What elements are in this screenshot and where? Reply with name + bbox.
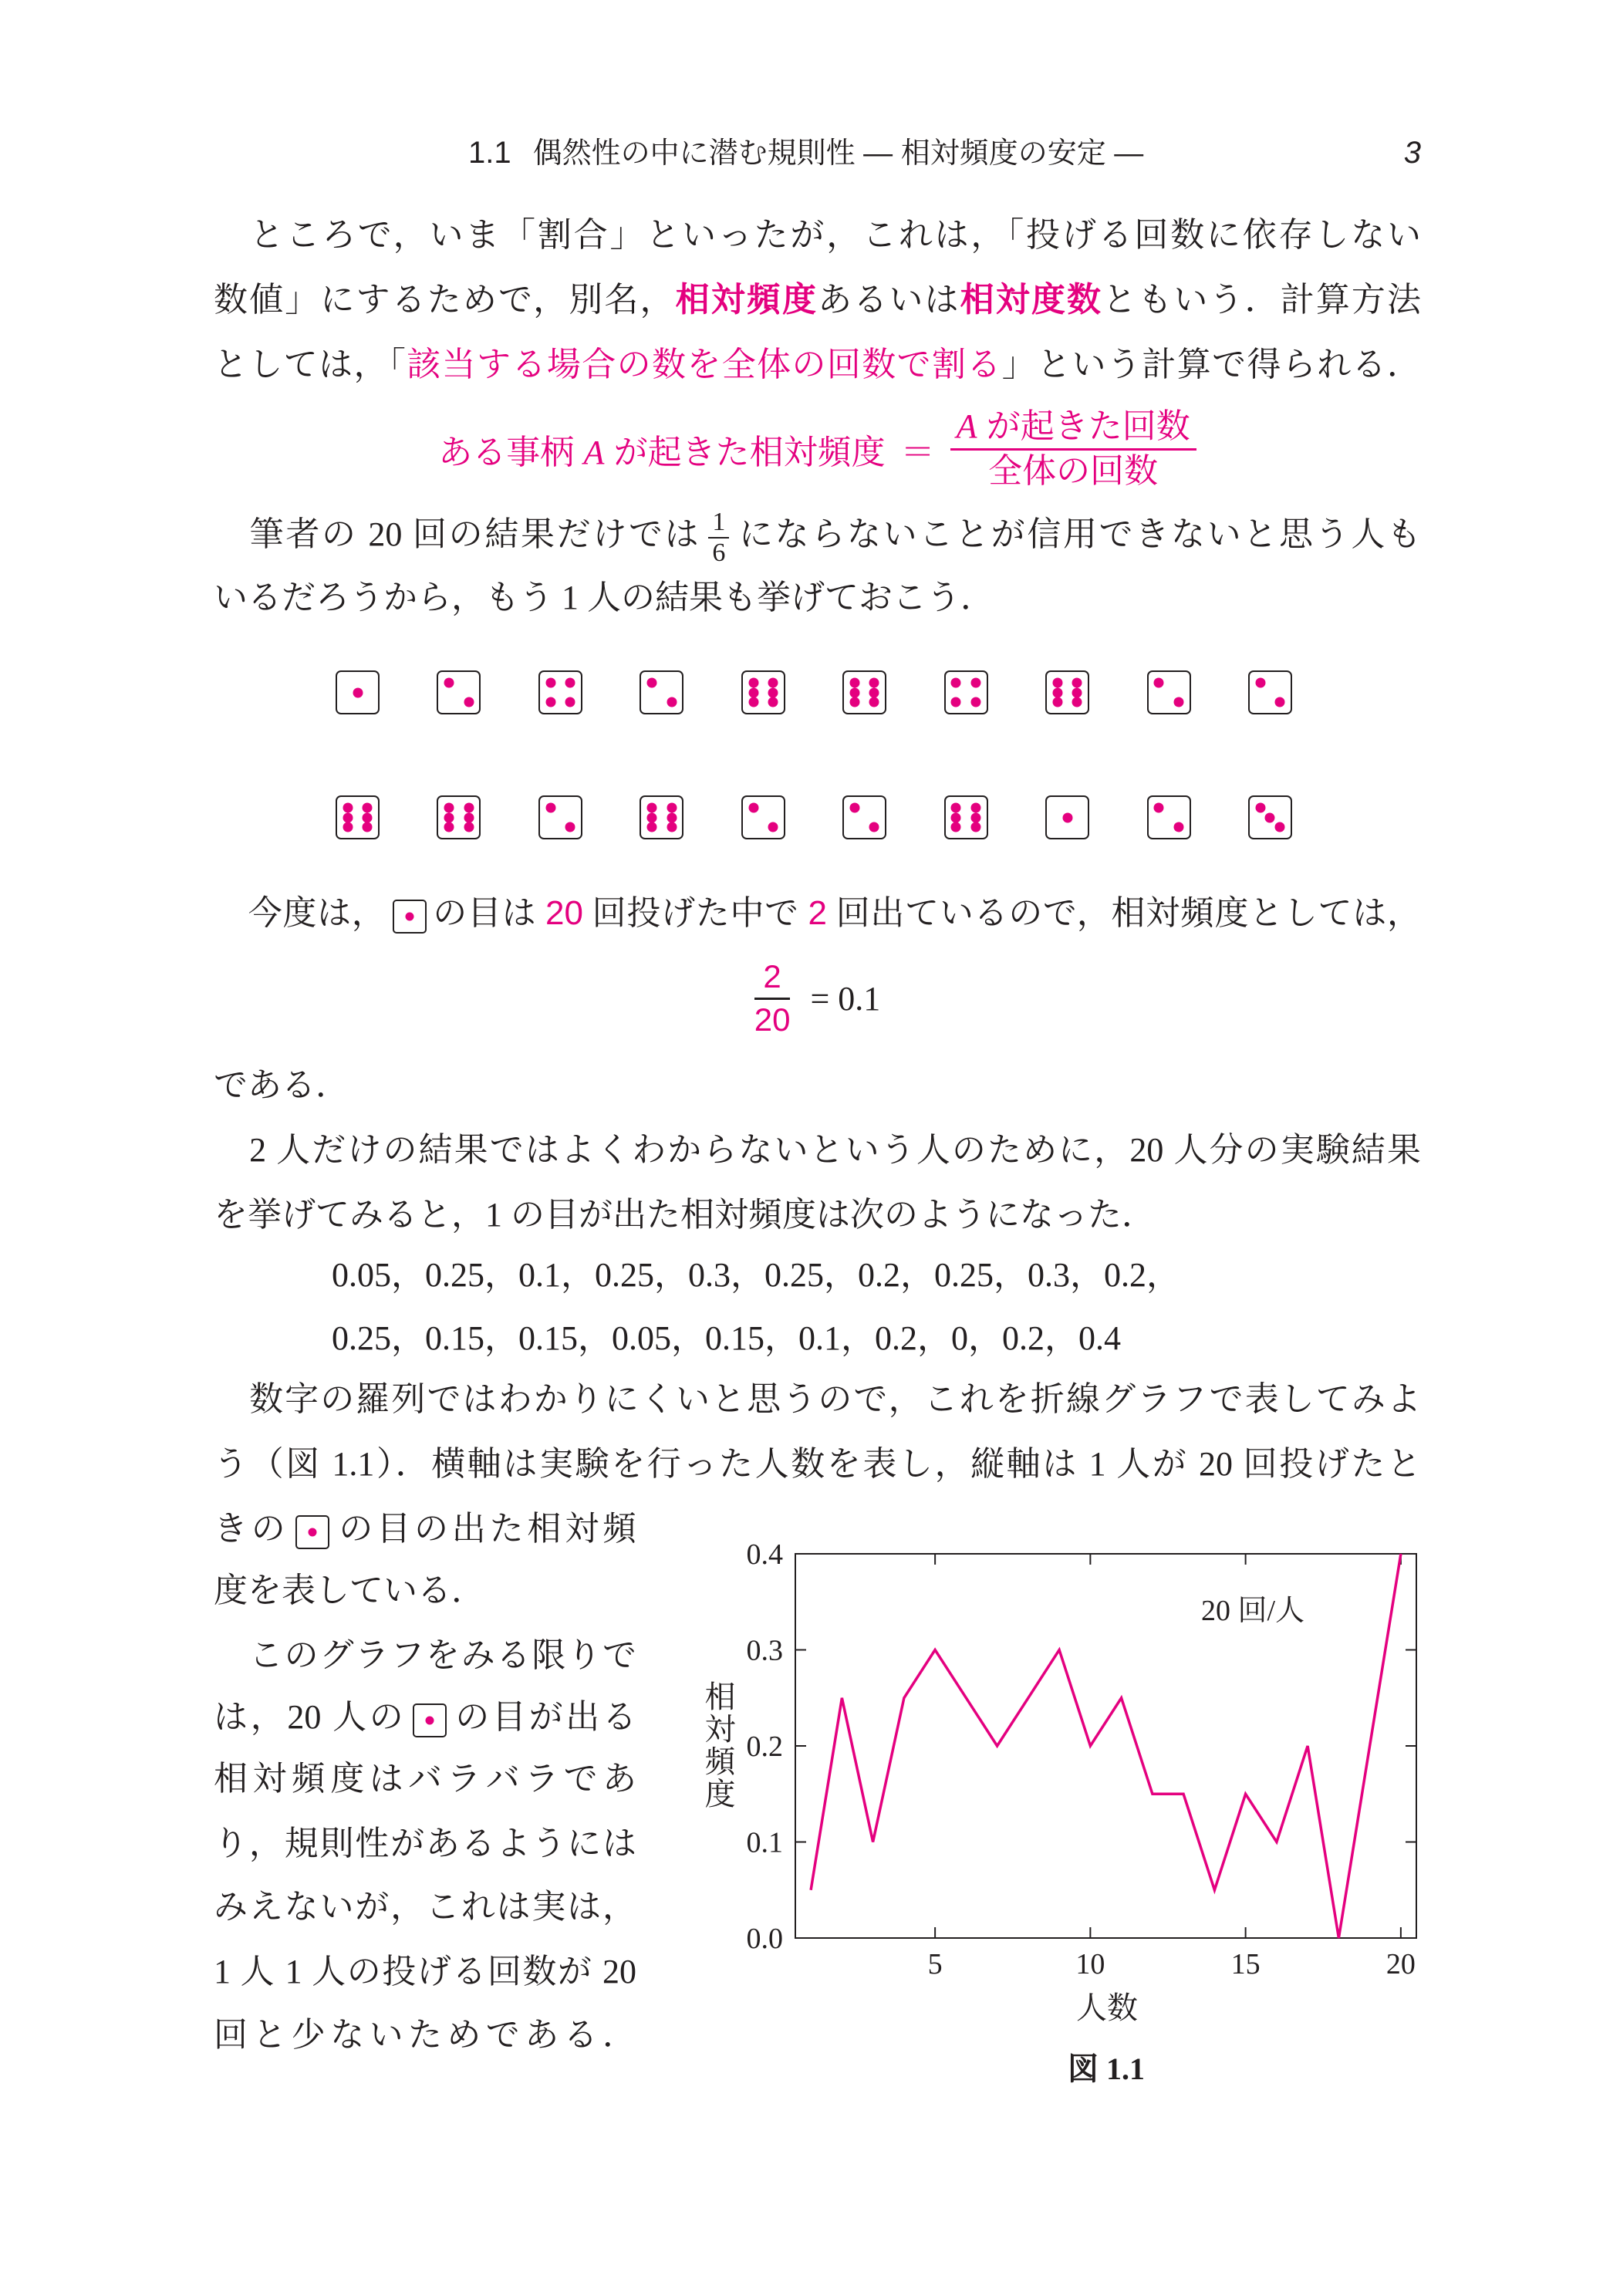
text-span: 回投げた中で <box>582 894 808 932</box>
die-pip <box>970 697 980 707</box>
y-tick-label: 0.3 <box>746 1634 783 1667</box>
die-pip <box>464 822 474 832</box>
fraction-denominator: 20 <box>754 1001 791 1038</box>
series-line <box>811 1554 1401 1938</box>
die-face-icon <box>336 795 380 839</box>
die-pip <box>768 697 778 707</box>
paragraph-5-line-1: 数字の羅列ではわかりにくいと思うので，これを折線グラフで表してみよ <box>214 1380 1421 1418</box>
values-list-line-2: 0.25，0.15，0.15，0.05，0.15，0.1，0.2，0，0.2，0.4 <box>332 1319 1121 1357</box>
text-span: としては，「 <box>214 346 407 383</box>
x-tick-label: 10 <box>1075 1948 1105 1980</box>
die-pip <box>565 822 575 832</box>
y-axis-label: 相対頻度 <box>700 1680 735 1810</box>
fraction-numerator <box>950 407 1196 451</box>
highlighted-definition: 該当する場合の数を全体の回数で割る <box>407 346 1002 383</box>
plot-frame <box>795 1554 1416 1938</box>
die-pip <box>951 677 961 687</box>
die-pip <box>1154 802 1164 812</box>
die-pip <box>849 697 859 707</box>
die-pip <box>308 1528 316 1536</box>
paragraph-1-line-3 <box>214 342 1421 388</box>
die-pip <box>647 812 657 822</box>
variable-a: A <box>956 407 977 445</box>
die-pip <box>748 677 758 687</box>
die-pip <box>667 822 677 832</box>
die-face-icon <box>437 795 481 839</box>
die-face-icon <box>741 795 785 839</box>
die-face-icon <box>741 670 785 714</box>
die-pip <box>1052 677 1062 687</box>
die-pip <box>343 802 353 812</box>
paragraph-3-line-2: である． <box>214 1066 349 1104</box>
die-pip <box>748 802 758 812</box>
paragraph-3-line-1 <box>214 890 1421 937</box>
paragraph-1-line-2 <box>214 277 1421 323</box>
paragraph-5-line-3 <box>214 1506 636 1552</box>
fraction-numerator: 2 <box>754 958 791 999</box>
figure-caption: 図 1.1 <box>1068 2051 1145 2086</box>
die-pip <box>768 822 778 832</box>
die-pip <box>343 812 353 822</box>
die-pip <box>1173 697 1183 707</box>
fraction-denominator: 6 <box>712 538 726 567</box>
text-span: の目が出る <box>452 1698 636 1736</box>
die-pip <box>647 802 657 812</box>
die-one-icon <box>413 1703 447 1737</box>
fraction-result-value: = 0.1 <box>810 979 881 1018</box>
die-pip <box>667 697 677 707</box>
die-pip <box>869 697 879 707</box>
text-span: 筆者の 20 回の結果だけでは <box>214 515 701 553</box>
die-pip <box>970 812 980 822</box>
paragraph-5-line-4: 度を表している． <box>214 1572 485 1609</box>
die-pip <box>464 812 474 822</box>
text-span: ある事柄 <box>438 434 584 471</box>
text-span: あるいは <box>818 281 960 319</box>
die-face-icon <box>538 795 582 839</box>
die-pip <box>951 697 961 707</box>
paragraph-6-line-7: 回と少ないためである． <box>214 2016 636 2054</box>
die-pip <box>545 697 555 707</box>
text-span: が起きた回数 <box>977 407 1190 445</box>
die-pip <box>444 802 454 812</box>
die-face-icon <box>1248 670 1292 714</box>
die-pip <box>425 1716 434 1724</box>
die-pip <box>565 677 575 687</box>
page-number: 3 <box>1403 136 1421 170</box>
section-title: 偶然性の中に潜む規則性 — 相対頻度の安定 — <box>532 137 1144 170</box>
die-face-icon <box>640 670 683 714</box>
die-pip <box>545 677 555 687</box>
die-pip <box>1052 687 1062 697</box>
y-tick-label: 0.0 <box>746 1923 783 1955</box>
paragraph-5-line-2: う（図 1.1）．横軸は実験を行った人数を表し，縦軸は 1 人が 20 回投げたと <box>214 1445 1421 1483</box>
die-pip <box>565 697 575 707</box>
die-pip <box>970 802 980 812</box>
die-pip <box>444 677 454 687</box>
paragraph-2-line-1 <box>214 504 1421 566</box>
die-pip <box>849 802 859 812</box>
die-pip <box>951 822 961 832</box>
die-pip <box>1052 697 1062 707</box>
die-pip <box>748 697 758 707</box>
text-span: 」という計算で得られる． <box>1001 346 1422 383</box>
paragraph-6-line-3: 相対頻度はバラバラであ <box>214 1760 636 1798</box>
die-pip <box>849 677 859 687</box>
text-span: 回出ているので，相対頻度としては， <box>827 894 1422 932</box>
formula-fraction <box>950 407 1196 491</box>
variable-a: A <box>583 434 605 471</box>
section-number: 1.1 <box>468 136 511 170</box>
die-pip <box>970 677 980 687</box>
die-face-icon <box>842 670 886 714</box>
die-face-icon <box>1045 670 1089 714</box>
die-pip <box>1173 822 1183 832</box>
fraction-two-twentieths <box>754 958 791 1038</box>
die-pip <box>1275 697 1285 707</box>
fraction-denominator: 全体の回数 <box>988 451 1159 490</box>
dice-row-2 <box>336 795 1292 839</box>
x-tick-label: 15 <box>1230 1948 1261 1980</box>
text-span: ともいう．計算方法 <box>1102 281 1422 319</box>
die-pip <box>1062 812 1072 822</box>
die-pip <box>363 802 373 812</box>
formula-lhs <box>438 424 885 474</box>
die-pip <box>1072 687 1082 697</box>
die-pip <box>444 812 454 822</box>
die-pip <box>545 802 555 812</box>
die-pip <box>363 822 373 832</box>
die-face-icon <box>842 795 886 839</box>
text-span: は，20 人の <box>214 1698 407 1736</box>
die-pip <box>1255 677 1265 687</box>
fraction-numerator: 1 <box>708 508 729 539</box>
highlighted-number: 2 <box>808 894 828 932</box>
paragraph-4-line-2: を挙げてみると，1 の目が出た相対頻度は次のようになった． <box>214 1196 1156 1234</box>
text-span: きの <box>214 1510 289 1548</box>
text-span: 数値」にするためで，別名， <box>214 281 676 319</box>
die-face-icon <box>944 670 988 714</box>
die-pip <box>405 912 413 920</box>
relative-frequency-line-chart <box>679 1512 1450 2114</box>
die-pip <box>1265 812 1275 822</box>
equals-sign: ＝ <box>900 434 935 471</box>
dice-row-1 <box>336 670 1292 714</box>
die-face-icon <box>1045 795 1089 839</box>
paragraph-6-line-1: このグラフをみる限りで <box>214 1636 636 1674</box>
paragraph-1-line-1: ところで，いま「割合」といったが，これは，「投げる回数に依存しない <box>214 216 1421 254</box>
die-face-icon <box>538 670 582 714</box>
die-pip <box>1255 802 1265 812</box>
die-face-icon <box>944 795 988 839</box>
die-pip <box>1072 697 1082 707</box>
die-pip <box>363 812 373 822</box>
y-tick-label: 0.2 <box>746 1730 783 1763</box>
text-span: が起きた相対頻度 <box>604 434 886 471</box>
die-pip <box>768 687 778 697</box>
x-tick-label: 20 <box>1385 1948 1416 1980</box>
die-pip <box>464 802 474 812</box>
die-one-icon <box>393 900 427 934</box>
die-face-icon <box>437 670 481 714</box>
paragraph-6-line-5: みえないが，これは実は， <box>214 1888 636 1926</box>
die-pip <box>869 822 879 832</box>
text-span: の目の出た相対頻 <box>335 1510 637 1548</box>
die-pip <box>748 687 758 697</box>
die-pip <box>869 677 879 687</box>
die-pip <box>951 812 961 822</box>
die-pip <box>667 812 677 822</box>
die-face-icon <box>640 795 683 839</box>
running-header <box>468 131 1143 174</box>
die-pip <box>970 822 980 832</box>
die-pip <box>869 687 879 697</box>
relative-frequency-formula <box>214 401 1421 497</box>
chart-annotation: 20 回/人 <box>1200 1595 1305 1627</box>
y-tick-label: 0.4 <box>746 1538 783 1571</box>
fraction-result-formula <box>214 950 1421 1046</box>
die-face-icon <box>1248 795 1292 839</box>
values-list-line-1: 0.05，0.25，0.1，0.25，0.3，0.25，0.2，0.25，0.3，0.2， <box>332 1256 1180 1294</box>
die-pip <box>353 687 363 697</box>
die-pip <box>647 822 657 832</box>
paragraph-6-line-4: り，規則性があるようには <box>214 1825 636 1862</box>
text-span: の目は <box>432 894 545 932</box>
term-relative-count: 相対度数 <box>960 281 1103 319</box>
paragraph-4-line-1: 2 人だけの結果ではよくわからないという人のために，20 人分の実験結果 <box>214 1131 1421 1169</box>
die-pip <box>464 697 474 707</box>
paragraph-6-line-6: 1 人 1 人の投げる回数が 20 <box>214 1953 636 1990</box>
die-face-icon <box>1147 670 1191 714</box>
die-pip <box>1154 677 1164 687</box>
die-face-icon <box>336 670 380 714</box>
die-face-icon <box>1147 795 1191 839</box>
fraction-one-sixth <box>708 508 729 566</box>
highlighted-number: 20 <box>545 894 583 932</box>
die-pip <box>849 687 859 697</box>
die-pip <box>951 802 961 812</box>
x-axis-label: 人数 <box>1076 1990 1138 2025</box>
y-tick-label: 0.1 <box>746 1826 783 1859</box>
x-tick-label: 5 <box>927 1948 943 1980</box>
text-span: にならないことが信用できないと思う人も <box>737 515 1422 553</box>
die-pip <box>667 802 677 812</box>
paragraph-2-line-2: いるだろうから，もう 1 人の結果も挙げておこう． <box>214 579 994 616</box>
term-relative-frequency: 相対頻度 <box>675 281 818 319</box>
die-pip <box>768 677 778 687</box>
die-pip <box>647 677 657 687</box>
die-one-icon <box>295 1515 329 1549</box>
die-pip <box>343 822 353 832</box>
die-pip <box>1072 677 1082 687</box>
die-pip <box>444 822 454 832</box>
text-span: 今度は， <box>214 894 386 932</box>
die-pip <box>1275 822 1285 832</box>
paragraph-6-line-2 <box>214 1694 636 1741</box>
